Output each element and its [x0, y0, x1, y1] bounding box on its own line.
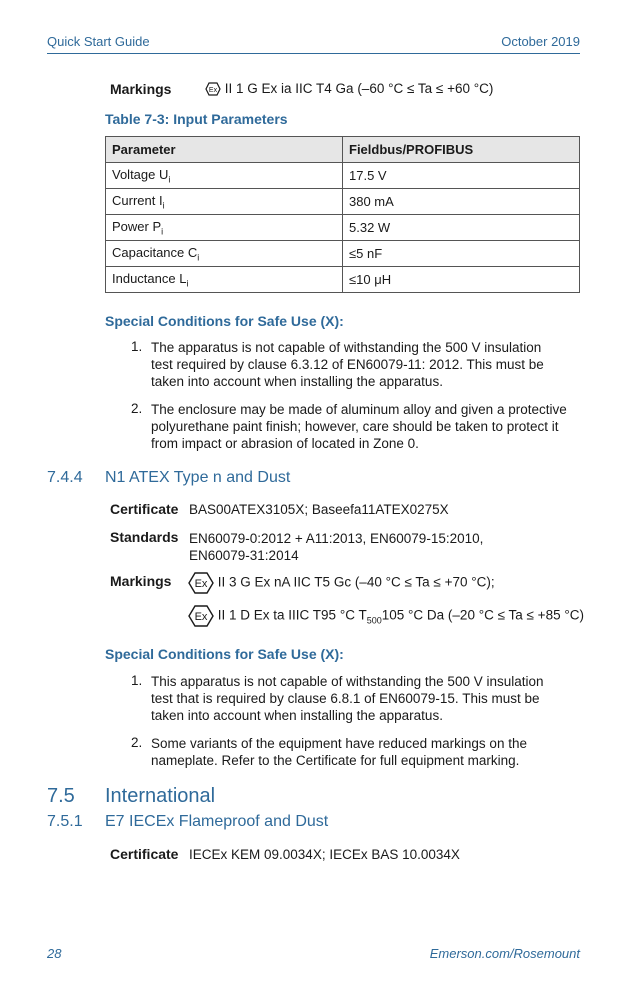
list-item: The enclosure may be made of aluminum alloy and given a protective polyurethane paint finish; however, care should be taken to protect it from impact or abrasion of located in Zone 0.: [151, 402, 567, 451]
input-parameters-table: [105, 136, 580, 293]
table-header-row: [106, 137, 580, 163]
header-date: October 2019: [501, 34, 580, 49]
certificate-label: Certificate: [110, 846, 179, 862]
footer-link[interactable]: Emerson.com/Rosemount: [429, 946, 580, 961]
table-caption: Table 7-3: Input Parameters: [105, 111, 288, 127]
param-name: Voltage U: [112, 166, 169, 182]
special-conditions-heading: Special Conditions for Safe Use (X):: [105, 646, 344, 662]
param-name: Current I: [112, 192, 163, 208]
table-row: [106, 267, 580, 293]
certificate-value: BAS00ATEX3105X; Baseefa11ATEX0275X: [189, 502, 449, 517]
param-cell: [106, 163, 343, 189]
section-number: 7.5.1: [47, 813, 83, 830]
param-subscript: i: [161, 226, 164, 237]
param-subscript: i: [186, 278, 189, 289]
list-item-number: 2.: [131, 401, 143, 416]
value-cell: ≤10 μH: [343, 267, 580, 293]
value-cell: 380 mA: [343, 189, 580, 215]
marking-line: [188, 572, 495, 594]
list-item: The apparatus is not capable of withstanding the 500 V insulation test required by clause 6.3.12 of EN60079-11: 2012. This must be taken into account when installing the apparatus.: [151, 340, 544, 389]
table-header-parameter: Parameter: [106, 137, 343, 163]
param-cell: [106, 241, 343, 267]
table-row: [106, 241, 580, 267]
special-conditions-heading: Special Conditions for Safe Use (X):: [105, 313, 344, 329]
markings-value: [205, 81, 493, 96]
marking-text: II 3 G Ex nA IIC T5 Gc (–40 °C ≤ Ta ≤ +70 °C);: [217, 574, 495, 590]
marking-line: [188, 605, 584, 627]
table-row: [106, 163, 580, 189]
param-subscript: i: [197, 252, 200, 263]
value-cell: ≤5 nF: [343, 241, 580, 267]
param-cell: [106, 215, 343, 241]
header-rule: [47, 53, 580, 54]
param-subscript: i: [168, 174, 171, 185]
svg-text:Ex: Ex: [194, 578, 208, 590]
section-title: International: [105, 785, 216, 807]
svg-text:Ex: Ex: [194, 611, 208, 623]
marking-text: 105 °C Da (–20 °C ≤ Ta ≤ +85 °C): [381, 607, 584, 623]
param-name: Capacitance C: [112, 244, 198, 260]
list-item-number: 2.: [131, 735, 143, 750]
list-item: Some variants of the equipment have reduced markings on the nameplate. Refer to the Certificate for full equipment marking.: [151, 736, 527, 768]
list-item-number: 1.: [131, 673, 143, 688]
section-number: 7.4.4: [47, 469, 83, 486]
ex-mark-icon: [188, 572, 214, 594]
certificate-label: Certificate: [110, 501, 179, 517]
certificate-value: IECEx KEM 09.0034X; IECEx BAS 10.0034X: [189, 847, 460, 862]
list-item: This apparatus is not capable of withstanding the 500 V insulation test that is required by clause 6.8.1 of EN60079-15. This must be taken into account when installing the apparatus.: [151, 674, 544, 723]
param-cell: [106, 267, 343, 293]
section-title: E7 IECEx Flameproof and Dust: [105, 813, 329, 830]
param-name: Inductance L: [112, 270, 187, 286]
page-number: 28: [47, 946, 62, 961]
param-name: Power P: [112, 218, 162, 234]
table-row: [106, 215, 580, 241]
standards-value: EN60079-0:2012 + A11:2013, EN60079-15:2010, EN60079-31:2014: [189, 531, 484, 563]
table-row: [106, 189, 580, 215]
header-title: Quick Start Guide: [47, 34, 150, 49]
ex-mark-icon: [205, 82, 221, 96]
markings-label: Markings: [110, 81, 172, 97]
section-title: N1 ATEX Type n and Dust: [105, 469, 291, 486]
marking-subscript: 500: [366, 615, 382, 626]
value-cell: 17.5 V: [343, 163, 580, 189]
value-cell: 5.32 W: [343, 215, 580, 241]
ex-mark-icon: [188, 605, 214, 627]
param-subscript: i: [162, 200, 165, 211]
section-number: 7.5: [47, 785, 75, 807]
standards-label: Standards: [110, 529, 179, 545]
markings-label: Markings: [110, 573, 172, 589]
list-item-number: 1.: [131, 339, 143, 354]
table-header-fieldbus: Fieldbus/PROFIBUS: [343, 137, 580, 163]
svg-text:Ex: Ex: [208, 87, 218, 95]
markings-text: II 1 G Ex ia IIC T4 Ga (–60 °C ≤ Ta ≤ +60 °C): [224, 81, 494, 96]
param-cell: [106, 189, 343, 215]
marking-text: II 1 D Ex ta IIIC T95 °C T: [217, 607, 367, 623]
